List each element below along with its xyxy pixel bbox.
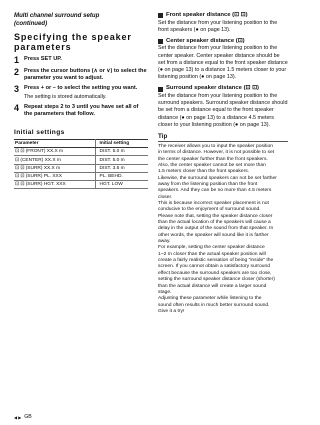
step-item bbox=[14, 56, 148, 65]
initial-setting-cell: DIST. 5.0 m bbox=[95, 148, 148, 156]
table-row bbox=[14, 156, 148, 164]
parameter-description: Set the distance from your listening position to the surround speakers. Surround speaker distance should be set from a distance equal to the front speaker distance (● on page 13) to a distance 4.5 meters closer to your listening position (● on page 13). bbox=[158, 92, 288, 128]
table-row bbox=[14, 180, 148, 188]
parameter-title: Center speaker distance (⊡) bbox=[166, 37, 245, 44]
parameter-cell: ⊡ ⊡ (SURR) XX.X m bbox=[14, 164, 95, 172]
page-heading: Specifying the speaker parameters bbox=[14, 32, 132, 52]
table-row bbox=[14, 172, 148, 180]
tip-text: The receiver allows you to input the speaker position in terms of distance. However, it is not possible to set the center speaker further than the front speakers. Also, the center speaker cannot be set more than 1.5 meters closer than the front speakers. Likewise, the surround speakers can not be set farther away from the listening position than the front speakers. And they can be no more than 4.5 meters closer. This is because incorrect speaker placement is not conducive to the enjoyment of surround sound. Please note that, setting the speaker distance closer than the actual location of the speakers will cause a delay in the output of the sound from that speaker. In other words, the speaker will sound like it is farther away. For example, setting the center speaker distance 1~2 m closer than the actual speaker position will create a fairly realistic sensation of being "inside" the screen. If you cannot obtain a satisfactory surround effect because the surround speakers are too close, setting the surround speaker distance closer (shorter) than the actual distance will create a larger sound stage. Adjusting these parameter while listening to the sound often results in much better surround sound. Give it a try! bbox=[158, 143, 277, 314]
square-bullet-icon bbox=[158, 39, 163, 44]
step-text: Repeat steps 2 to 3 until you have set all of the parameters that follow. bbox=[24, 103, 139, 118]
step-text: Press + or – to select the setting you want. bbox=[24, 85, 138, 92]
parameter-item-surround bbox=[158, 85, 288, 129]
step-item bbox=[14, 68, 148, 82]
initial-settings-title: Initial settings bbox=[14, 129, 65, 137]
table-row bbox=[14, 164, 148, 172]
step-number: 1 bbox=[14, 55, 20, 65]
parameter-title: Front speaker distance (⊡ ⊡) bbox=[166, 12, 248, 18]
square-bullet-icon bbox=[158, 13, 163, 18]
step-number: 2 bbox=[14, 67, 20, 77]
page-label: GB bbox=[24, 414, 32, 420]
column-header-parameter: Parameter bbox=[14, 140, 95, 148]
left-column bbox=[14, 12, 148, 189]
step-text: Press SET UP. bbox=[24, 56, 62, 62]
initial-setting-cell: DIST. 3.5 m bbox=[95, 164, 148, 172]
parameter-item-center bbox=[158, 38, 288, 82]
parameter-title: Surround speaker distance (⊡ ⊡) bbox=[166, 85, 260, 92]
step-note: The setting is stored automatically. bbox=[24, 93, 107, 100]
parameter-cell: ⊡ ⊡ (SURR) PL. XXX bbox=[14, 172, 95, 180]
square-bullet-icon bbox=[158, 87, 163, 92]
step-number: 3 bbox=[14, 84, 20, 95]
parameter-cell: ⊡ (CENTER) XX.X m bbox=[14, 156, 95, 164]
initial-setting-cell: HGT. LOW bbox=[95, 180, 148, 188]
initial-setting-cell: DIST. 5.0 m bbox=[95, 156, 148, 164]
tip-divider bbox=[158, 141, 288, 142]
parameter-description: Set the distance from your listening position to the center speaker. Center speaker distance should be set from a distance equal to the front speaker distance (● on page 13) to a distance 1.5 meters closer to your listening position (● on page 13). bbox=[158, 45, 288, 81]
step-number: 4 bbox=[14, 102, 20, 113]
section-title: Multi channel surround setup (continued) bbox=[14, 12, 100, 27]
step-item bbox=[14, 104, 148, 118]
initial-setting-cell: PL. BEHD. bbox=[95, 172, 148, 180]
tip-label: Tip bbox=[158, 132, 168, 140]
table-header-row bbox=[14, 140, 148, 148]
parameter-item-front bbox=[158, 12, 288, 34]
initial-settings-table bbox=[14, 139, 148, 189]
page-arrow-icon: ◀ ▶ bbox=[14, 414, 22, 420]
parameter-cell: ⊡ ⊡ (SURR) HGT. XXX bbox=[14, 180, 95, 188]
step-item bbox=[14, 85, 148, 100]
steps-list bbox=[14, 56, 148, 118]
parameter-cell: ⊡ ⊡ (FRONT) XX.X m bbox=[14, 148, 95, 156]
right-column bbox=[158, 12, 288, 315]
parameter-description: Set the distance from your listening position to the front speakers (● on page 13). bbox=[158, 19, 278, 33]
column-header-initial-setting: Initial setting bbox=[95, 140, 148, 148]
step-text: Press the cursor buttons (∧ or ∨) to select the parameter you want to adjust. bbox=[24, 68, 147, 82]
page-footer bbox=[14, 414, 32, 420]
table-row bbox=[14, 148, 148, 156]
